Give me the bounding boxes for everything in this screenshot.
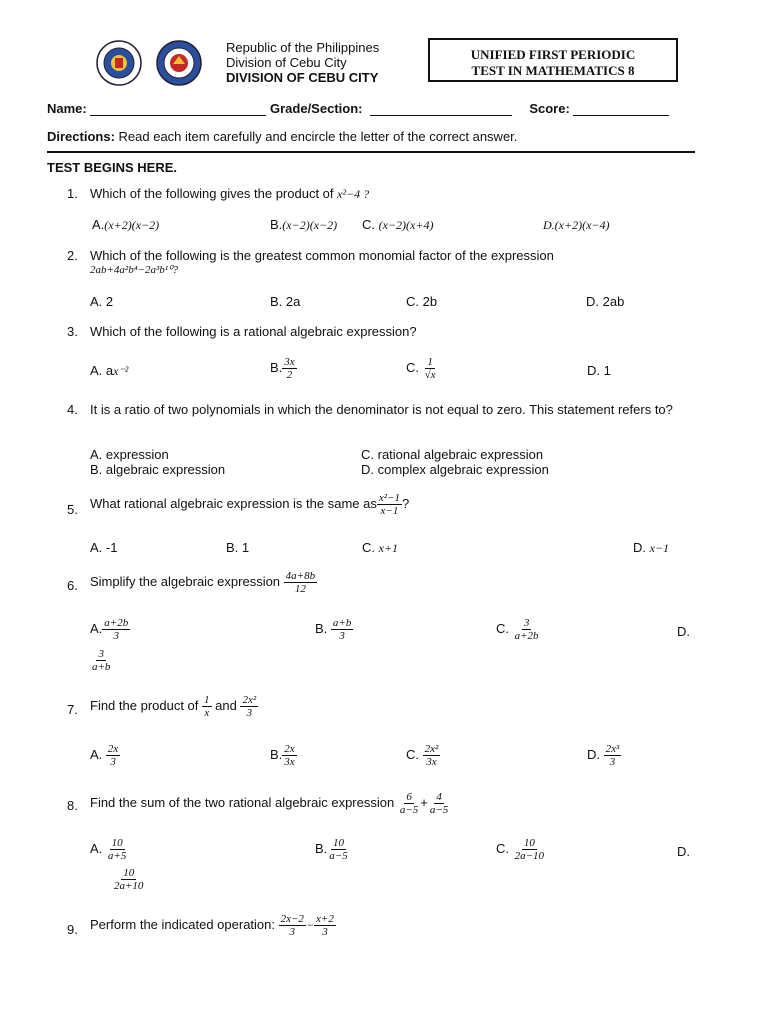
q6-b-fraction [331,617,353,642]
q1-option-a[interactable] [92,217,159,233]
q7-a-num: 2x [107,743,119,755]
q4-option-d[interactable]: D. complex algebraic expression [361,462,549,477]
directions [47,129,517,144]
q7-fraction-2 [240,694,258,719]
q4-option-c[interactable]: C. rational algebraic expression [361,447,544,462]
q5-num: x²−1 [378,492,400,504]
test-title-line2: TEST IN MATHEMATICS 8 [471,63,635,78]
q1-question: Which of the following gives the product of [90,186,334,201]
q3-a-letter: A. a [90,363,114,378]
q6-option-c[interactable] [496,617,541,642]
deped-seal-logo [96,40,142,86]
q3-b-den: 2 [286,369,293,381]
division-cebu-seal-logo [156,40,202,86]
test-begins-heading: TEST BEGINS HERE. [47,160,178,175]
q6-c-fraction [513,617,541,642]
q1-d-expr: (x+2)(x−4) [554,218,610,232]
q8-d-den: 2a+10 [114,880,144,892]
grade-blank[interactable] [370,115,512,116]
q3-c-fraction [423,356,438,381]
q8-option-c[interactable] [496,837,546,862]
q8-b-den: a−5 [329,850,348,862]
q5-d-letter: D. [633,540,646,555]
q8-d-fraction [112,867,145,892]
q8-c-num: 10 [523,837,535,849]
q3-c-num: 1 [427,356,433,368]
directions-text: Read each item carefully and encircle the letter of the correct answer. [118,129,518,144]
q7-c-den: 3x [426,756,437,768]
q5-c-letter: C. [362,540,375,555]
q5-option-a[interactable]: A. -1 [90,540,118,555]
q5-option-d[interactable] [633,540,669,556]
q7-f2-den: 3 [246,707,253,719]
q3-b-letter: B. [270,359,283,375]
q6-num: 4a+8b [285,570,316,582]
q3-number: 3. [67,324,78,339]
q8-c-letter: C. [496,840,509,856]
q8-f1-den: a−5 [399,804,419,816]
q6-c-num: 3 [523,617,530,629]
q8-a-num: 10 [111,837,123,849]
q6-fraction [284,570,317,595]
q8-a-fraction [106,837,128,862]
q7-option-b[interactable] [270,743,297,768]
divider [47,151,695,153]
q7-f2-num: 2x² [242,694,257,706]
q2-number: 2. [67,248,78,263]
q9-f1-den: 3 [289,926,296,938]
q1-option-c[interactable] [362,217,433,233]
q7-d-fraction [604,743,622,768]
q8-option-d-letter[interactable]: D. [677,844,690,859]
q6-number: 6. [67,578,78,593]
q8-c-den: 2a−10 [514,850,545,862]
grade-label: Grade/Section: [270,101,363,116]
q6-d-fraction [90,648,112,673]
q7-d-letter: D. [587,746,600,762]
test-title-line1: UNIFIED FIRST PERIODIC [470,47,636,62]
q5-number: 5. [67,502,78,517]
q7-b-fraction [282,743,296,768]
q7-f1-num: 1 [204,694,210,706]
q8-a-den: a+5 [107,850,127,862]
q1-option-d[interactable] [543,217,610,233]
q2-option-c[interactable]: C. 2b [406,294,438,309]
q8-text [90,791,450,816]
q1-expression: x²−4 ? [337,187,370,201]
name-blank[interactable] [90,115,266,116]
q7-number: 7. [67,702,78,717]
q6-option-d[interactable] [90,648,112,673]
q8-option-b[interactable] [315,837,350,862]
q7-d-den: 3 [609,756,616,768]
q3-a-expr: x⁻² [113,364,129,378]
q1-a-letter: A. [92,217,105,232]
q6-den: 12 [294,583,306,595]
q4-text: It is a ratio of two polynomials in which the denominator is not equal to zero. This statement refers to? [90,402,673,417]
q5-option-b[interactable]: B. 1 [226,540,250,555]
q6-c-den: a+2b [514,630,539,642]
q8-question: Find the sum of the two rational algebraic expression [90,794,395,810]
q5-tail: ? [401,495,410,511]
q7-d-num: 2x³ [605,743,620,755]
division-city-label: Division of Cebu City [226,55,347,70]
score-label: Score: [529,101,570,116]
q7-b-den: 3x [284,756,295,768]
q7-question: Find the product of [90,697,199,713]
q1-number: 1. [67,186,78,201]
q8-f2-num: 4 [436,791,442,803]
q7-and: and [215,697,237,713]
q6-c-letter: C. [496,620,509,636]
q9-f2-den: 3 [322,926,328,938]
q2-option-a[interactable]: A. 2 [90,294,114,309]
q7-b-num: 2x [284,743,295,755]
q8-d-num: 10 [123,867,135,879]
info-fields-row [47,101,707,116]
q4-option-b[interactable]: B. algebraic expression [90,462,226,477]
q1-b-expr: (x−2)(x−2) [282,218,338,232]
q8-plus: + [420,794,428,810]
q9-text [90,913,336,938]
q1-c-expr: (x−2)(x+4) [378,218,434,232]
q9-f2-num: x+2 [316,913,334,925]
q8-fraction-1 [398,791,420,816]
name-label: Name: [47,101,87,116]
q3-b-num: 3x [284,356,295,368]
q1-c-letter: C. [362,217,375,232]
q7-a-letter: A. [90,746,103,762]
q8-f2-den: a−5 [429,804,449,816]
q7-a-den: 3 [110,756,116,768]
q6-b-letter: B. [315,620,328,636]
q8-b-letter: B. [315,840,328,856]
test-title-box [428,38,678,82]
q3-b-fraction [282,356,296,381]
q5-d-expr: x−1 [649,541,670,555]
q9-question: Perform the indicated operation: [90,916,275,932]
q6-a-num: a+2b [104,617,129,629]
q5-question: What rational algebraic expression is the same as [90,495,377,511]
q9-fraction-1 [279,913,306,938]
q7-option-c[interactable] [406,743,440,768]
q6-a-fraction [102,617,130,642]
q3-option-b[interactable] [270,356,297,381]
q1-option-b[interactable] [270,217,337,233]
q8-b-fraction [327,837,349,862]
q8-option-d[interactable] [112,867,145,892]
q1-b-letter: B. [270,217,283,232]
q7-f1-den: x [204,707,210,719]
q2-text: Which of the following is the greatest common monomial factor of the expression [90,248,554,263]
q3-text: Which of the following is a rational algebraic expression? [90,324,417,339]
q5-c-expr: x+1 [378,541,399,555]
score-blank[interactable] [573,115,669,116]
q3-option-c[interactable] [406,356,438,381]
q5-den: x−1 [380,505,399,517]
q2-option-d[interactable]: D. 2ab [586,294,625,309]
q6-a-letter: A. [90,620,103,636]
q9-number: 9. [67,922,78,937]
q3-option-d[interactable]: D. 1 [587,363,611,378]
q8-number: 8. [67,798,78,813]
q9-f1-num: 2x−2 [280,913,304,925]
q1-d-letter: D. [543,218,555,232]
q7-option-d[interactable] [587,743,621,768]
q6-option-a[interactable] [90,617,130,642]
q6-text [90,570,317,595]
q3-c-letter: C. [406,359,419,375]
q6-d-den: a+b [92,661,111,673]
q5-option-c[interactable] [362,540,398,556]
q6-option-d-letter[interactable]: D. [677,624,690,639]
q8-f1-num: 6 [406,791,412,803]
q7-option-a[interactable] [90,743,120,768]
q7-c-fraction [423,743,441,768]
q9-minus: − [305,917,315,932]
q3-c-den: √x [424,369,436,381]
q7-b-letter: B. [270,746,283,762]
directions-label: Directions: [47,129,115,144]
q6-b-num: a+b [332,617,352,629]
q8-option-a[interactable] [90,837,128,862]
q6-a-den: 3 [113,630,120,642]
q3-option-a[interactable] [90,363,128,379]
division-title: DIVISION OF CEBU CITY [226,70,379,85]
q5-text [90,492,409,517]
q6-b-den: 3 [339,630,345,642]
q7-text [90,694,258,719]
republic-label: Republic of the Philippines [226,40,380,55]
q8-b-num: 10 [333,837,345,849]
q2-option-b[interactable]: B. 2a [270,294,301,309]
q4-option-a[interactable]: A. expression [90,447,169,462]
q7-c-num: 2x² [424,743,439,755]
q8-a-letter: A. [90,840,103,856]
q6-question: Simplify the algebraic expression [90,573,281,589]
q7-a-fraction [106,743,120,768]
q8-c-fraction [513,837,546,862]
q7-c-letter: C. [406,746,419,762]
q8-fraction-2 [428,791,450,816]
q6-option-b[interactable] [315,617,353,642]
q7-fraction-1 [202,694,212,719]
q4-number: 4. [67,402,78,417]
q6-d-num: 3 [98,648,104,660]
q5-fraction [377,492,402,517]
q1-a-expr: (x+2)(x−2) [104,218,160,232]
q9-fraction-2 [314,913,336,938]
q1-text [90,186,369,202]
q2-expression: 2ab+4a²b⁴−2a³b¹⁰? [90,264,178,276]
